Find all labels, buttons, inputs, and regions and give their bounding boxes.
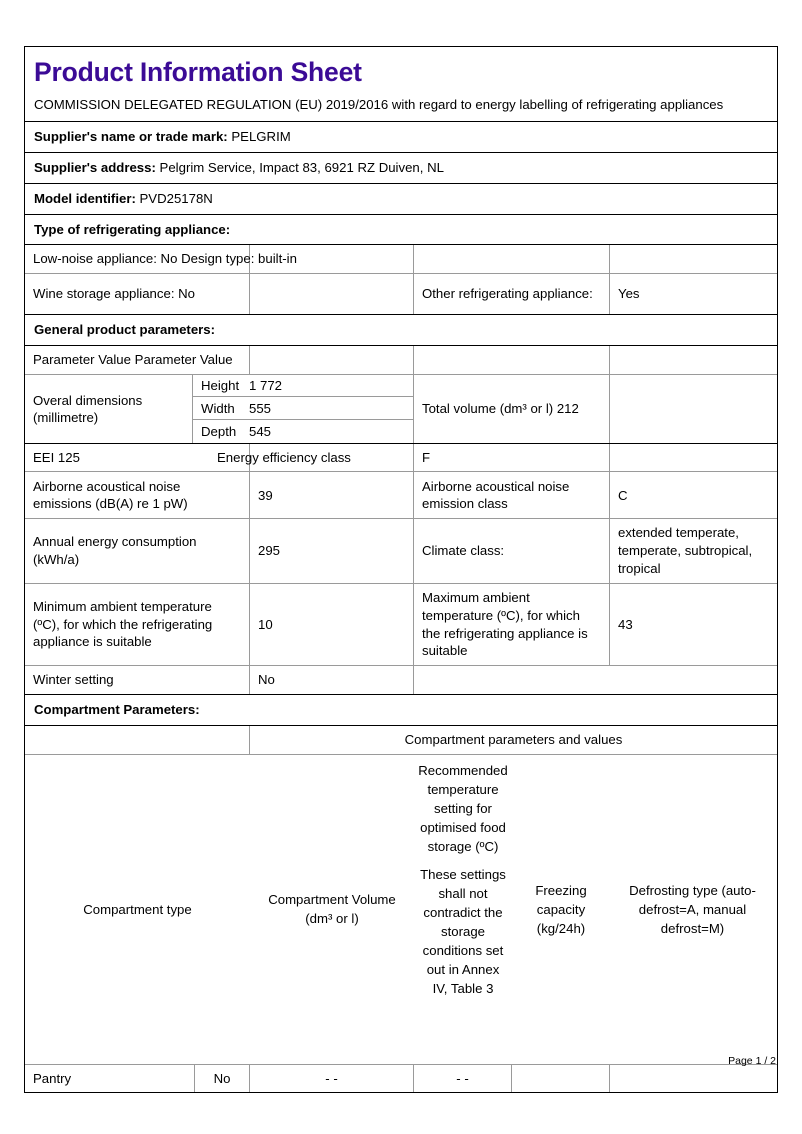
- supplier-name-value: PELGRIM: [231, 129, 291, 145]
- compartment-volume-value: - -: [250, 1065, 414, 1093]
- wine-storage-row: [25, 274, 777, 315]
- supplier-address-cell: [25, 153, 777, 183]
- winter-setting-value: No: [250, 666, 414, 694]
- dimensions-row: [25, 375, 777, 444]
- title-block: [25, 47, 777, 121]
- climate-class-label: Climate class:: [414, 519, 610, 582]
- compartment-group-header-spacer: [25, 726, 250, 754]
- noise-emissions-label: Airborne acoustical noise emissions (dB(A) re 1 pW): [25, 472, 250, 518]
- supplier-name-label: Supplier's name or trade mark:: [34, 129, 228, 145]
- eei-value: EEI 125: [33, 449, 80, 465]
- dimension-width-value: 555: [249, 400, 272, 416]
- eei-cell: [25, 444, 351, 472]
- parameter-header-spacer-2: [414, 346, 610, 374]
- dimension-height-label: Height: [201, 378, 240, 394]
- compartment-parameters-section-label: Compartment Parameters:: [34, 701, 200, 717]
- annual-energy-value: 295: [250, 519, 414, 582]
- noise-row: [25, 472, 777, 519]
- compartment-parameters-section-row: [25, 695, 777, 726]
- compartment-present-value: No: [195, 1065, 250, 1093]
- low-noise-spacer-3: [610, 245, 775, 273]
- parameter-header-spacer-3: [610, 346, 775, 374]
- dimensions-values: [193, 375, 414, 443]
- other-appliance-label: Other refrigerating appliance:: [414, 274, 610, 314]
- page-title: Product Information Sheet: [34, 57, 362, 87]
- total-volume-cell: Total volume (dm³ or l) 212: [414, 375, 610, 443]
- wine-storage-cell: Wine storage appliance: No: [25, 274, 250, 314]
- dimension-height-value: 1 772: [249, 378, 283, 394]
- winter-setting-spacer: [414, 666, 775, 694]
- parameter-value-header-row: [25, 346, 777, 375]
- general-parameters-section-label: General product parameters:: [34, 322, 216, 338]
- appliance-type-section-label: Type of refrigerating appliance:: [34, 221, 231, 237]
- compartment-type-value: Pantry: [25, 1065, 195, 1093]
- model-identifier-row: [25, 184, 777, 215]
- total-volume-spacer: [610, 375, 775, 443]
- column-header-freezing-capacity: Freezing capacity (kg/24h): [535, 882, 587, 936]
- climate-class-value: extended temperate, temperate, subtropical, tropical: [618, 525, 753, 577]
- dimension-depth-line: [193, 420, 413, 443]
- supplier-address-value: Pelgrim Service, Impact 83, 6921 RZ Duiven, NL: [159, 160, 444, 176]
- noise-class-value: C: [618, 487, 628, 503]
- column-header-defrosting-type: Defrosting type (auto-defrost=A, manual defrost=M): [629, 882, 756, 936]
- dimension-depth-label: Depth: [201, 423, 237, 439]
- noise-class-label: Airborne acoustical noise emission class: [414, 472, 610, 518]
- noise-emissions-value: 39: [250, 472, 414, 518]
- title-row: [25, 47, 777, 122]
- supplier-address-label: Supplier's address:: [34, 160, 156, 176]
- ambient-temperature-row: [25, 584, 777, 666]
- dimension-width-line: [193, 397, 413, 420]
- supplier-name-row: [25, 122, 777, 153]
- page-footer: Page 1 / 2: [728, 1055, 776, 1067]
- model-identifier-label: Model identifier:: [34, 190, 136, 206]
- compartment-column-header-row: [25, 755, 777, 1065]
- compartment-recommended-temperature-value: - -: [414, 1065, 512, 1093]
- dimension-height-line: [193, 375, 413, 398]
- winter-setting-label: Winter setting: [25, 666, 250, 694]
- energy-efficiency-class-value: F: [414, 444, 610, 472]
- compartment-freezing-capacity-value: [512, 1065, 610, 1093]
- column-header-compartment-volume: Compartment Volume (dm³ or l): [268, 892, 396, 927]
- energy-efficiency-class-label: Energy efficiency class: [217, 449, 351, 465]
- annual-energy-label: Annual energy consumption (kWh/a): [25, 519, 250, 582]
- parameter-value-header: Parameter Value Parameter Value: [25, 346, 250, 374]
- column-header-recommended-temperature: [414, 755, 512, 1064]
- annual-energy-row: [25, 519, 777, 583]
- model-identifier-value: PVD25178N: [139, 190, 213, 206]
- compartment-group-header: Compartment parameters and values: [404, 731, 623, 747]
- model-identifier-cell: [25, 184, 777, 214]
- dimensions-label: Overal dimensions (millimetre): [25, 375, 193, 443]
- max-ambient-value: 43: [618, 616, 633, 632]
- regulation-subtitle: COMMISSION DELEGATED REGULATION (EU) 2019/2016 with regard to energy labelling of refrigerating appliances: [34, 97, 724, 113]
- recommended-temperature-main: Recommended temperature setting for optimised food storage (ºC): [418, 762, 508, 854]
- appliance-type-section-row: [25, 215, 777, 246]
- low-noise-cell: Low-noise appliance: No Design type: built-in: [25, 245, 250, 273]
- supplier-name-cell: [25, 122, 777, 152]
- min-ambient-label: Minimum ambient temperature (ºC), for which the refrigerating appliance is suitable: [25, 584, 250, 665]
- recommended-temperature-note: These settings shall not contradict the storage conditions set out in Annex IV, Table 3: [420, 866, 506, 996]
- product-information-sheet: [24, 46, 778, 1093]
- general-parameters-section-row: [25, 315, 777, 346]
- eei-row: [25, 444, 777, 473]
- low-noise-spacer-2: [414, 245, 610, 273]
- low-noise-spacer-1: [250, 245, 414, 273]
- dimension-width-label: Width: [201, 400, 235, 416]
- wine-storage-spacer: [250, 274, 414, 314]
- dimension-depth-value: 545: [249, 423, 272, 439]
- parameter-header-spacer-1: [250, 346, 414, 374]
- low-noise-row: [25, 245, 777, 274]
- column-header-compartment-type: Compartment type: [83, 901, 192, 917]
- supplier-address-row: [25, 153, 777, 184]
- max-ambient-label: Maximum ambient temperature (ºC), for which the refrigerating appliance is suitable: [414, 584, 610, 665]
- min-ambient-value: 10: [250, 584, 414, 665]
- table-row: [25, 1065, 777, 1093]
- compartment-defrosting-type-value: [610, 1065, 775, 1093]
- compartment-group-header-row: [25, 726, 777, 755]
- eei-spacer-2: [610, 444, 775, 472]
- other-appliance-value: Yes: [618, 286, 640, 302]
- winter-setting-row: [25, 666, 777, 695]
